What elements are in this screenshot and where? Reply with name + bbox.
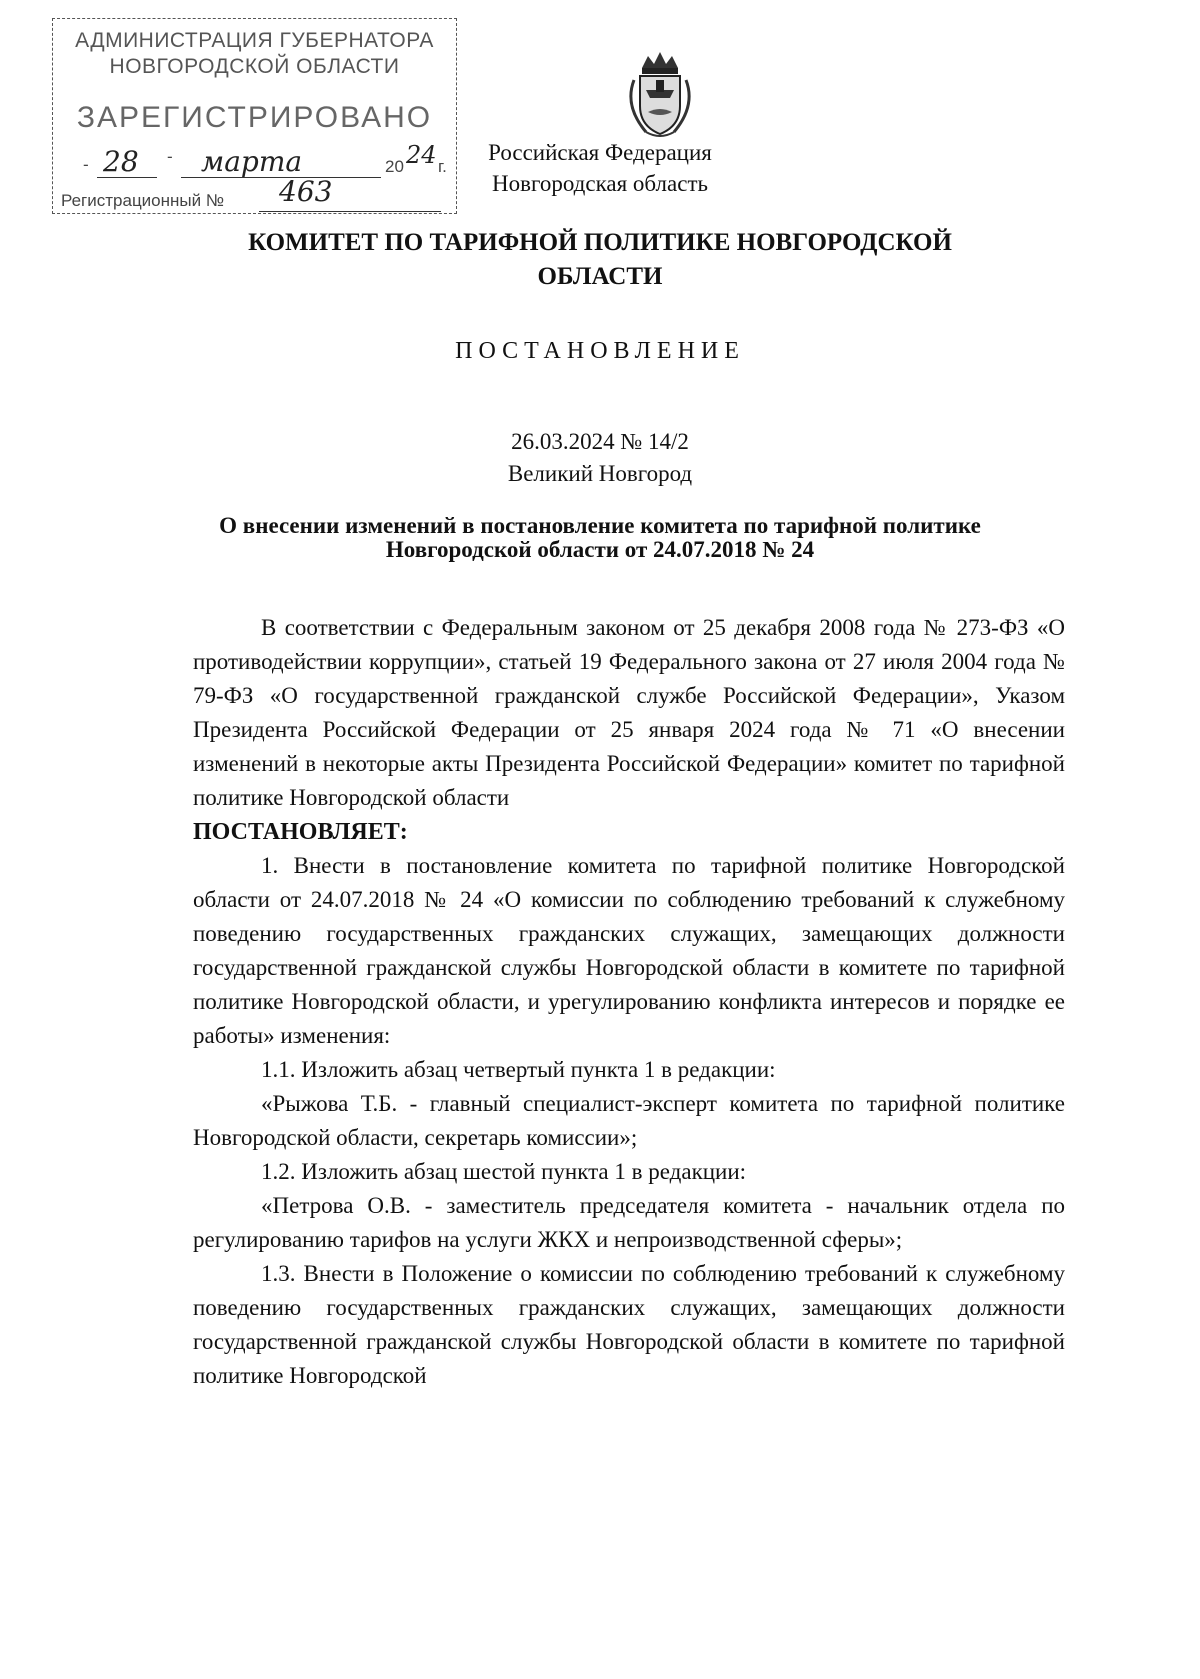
item-1-1-paragraph: 1.1. Изложить абзац четвертый пункта 1 в редакции: (261, 1057, 776, 1082)
item-1-paragraph: 1. Внести в постановление комитета по тарифной политике Новгородской области от 24.07.2018 № 24 «О комиссии по соблюдению требований к служебному поведению государственных гражданских служащих, замещающих должности государственной гражданской службы Новгородской области в комитете по тарифной политике Новгородской области, и урегулированию конфликта интересов и порядке ее работы» изменения: (193, 853, 1065, 1048)
committee-title-line2: ОБЛАСТИ (537, 263, 663, 290)
subject-line2: Новгородской области от 24.07.2018 № 24 (385, 537, 815, 562)
committee-title-line1: КОМИТЕТ ПО ТАРИФНОЙ ПОЛИТИКЕ НОВГОРОДСКОЙ (248, 229, 952, 256)
document-type: ПОСТАНОВЛЕНИЕ (455, 338, 745, 364)
stamp-day: 28 (103, 145, 139, 178)
item-1-1-text: «Рыжова Т.Б. - главный специалист-эксперт комитета по тарифной политике Новгородской области, секретарь комиссии»; (193, 1091, 1065, 1150)
stamp-org-line2: НОВГОРОДСКОЙ ОБЛАСТИ (109, 55, 400, 78)
item-1-2-text: «Петрова О.В. - заместитель председателя комитета - начальник отдела по регулированию тарифов на услуги ЖКХ и непроизводственной сферы»; (193, 1193, 1065, 1252)
region-name: Новгородская область (491, 171, 708, 196)
item-1-3-paragraph: 1.3. Внести в Положение о комиссии по соблюдению требований к служебному поведению государственных гражданских служащих, замещающих должности государственной гражданской службы Новгородской области в комитете по тарифной политике Новгородской (193, 1261, 1065, 1388)
preamble-paragraph: В соответствии с Федеральным законом от 25 декабря 2008 года № 273-ФЗ «О противодействии коррупции», статьей 19 Федерального закона от 27 июля 2004 года № 79-ФЗ «О государственной гражданской службе Российской Федерации», Указом Президента Российской Федерации от 25 января 2024 года № 71 «О внесении изменений в некоторые акты Президента Российской Федерации» комитет по тарифной политике Новгородской области (193, 615, 1065, 810)
stamp-reg-label: Регистрационный № (61, 191, 225, 210)
country-name: Российская Федерация (488, 140, 712, 165)
stamp-registered: ЗАРЕГИСТРИРОВАНО (76, 101, 433, 134)
stamp-year-letter: г. (438, 157, 447, 176)
stamp-month: марта (201, 145, 303, 178)
stamp-year-prefix: 20 (385, 157, 404, 176)
date-number: 26.03.2024 № 14/2 (511, 429, 689, 454)
stamp-org-line1: АДМИНИСТРАЦИЯ ГУБЕРНАТОРА (75, 29, 434, 52)
city-name: Великий Новгород (507, 461, 693, 486)
item-1-2-paragraph: 1.2. Изложить абзац шестой пункта 1 в редакции: (261, 1159, 747, 1184)
resolves-heading: ПОСТАНОВЛЯЕТ: (193, 819, 408, 845)
coat-of-arms-icon (620, 50, 700, 140)
document-body (193, 611, 1065, 1393)
stamp-year-suffix: 24 (406, 141, 437, 169)
stamp-reg-number: 463 (279, 175, 333, 208)
stamp-date-row: - 28 - марта 20 24 г. (83, 141, 447, 178)
subject-line1: О внесении изменений в постановление комитета по тарифной политике (219, 513, 981, 538)
